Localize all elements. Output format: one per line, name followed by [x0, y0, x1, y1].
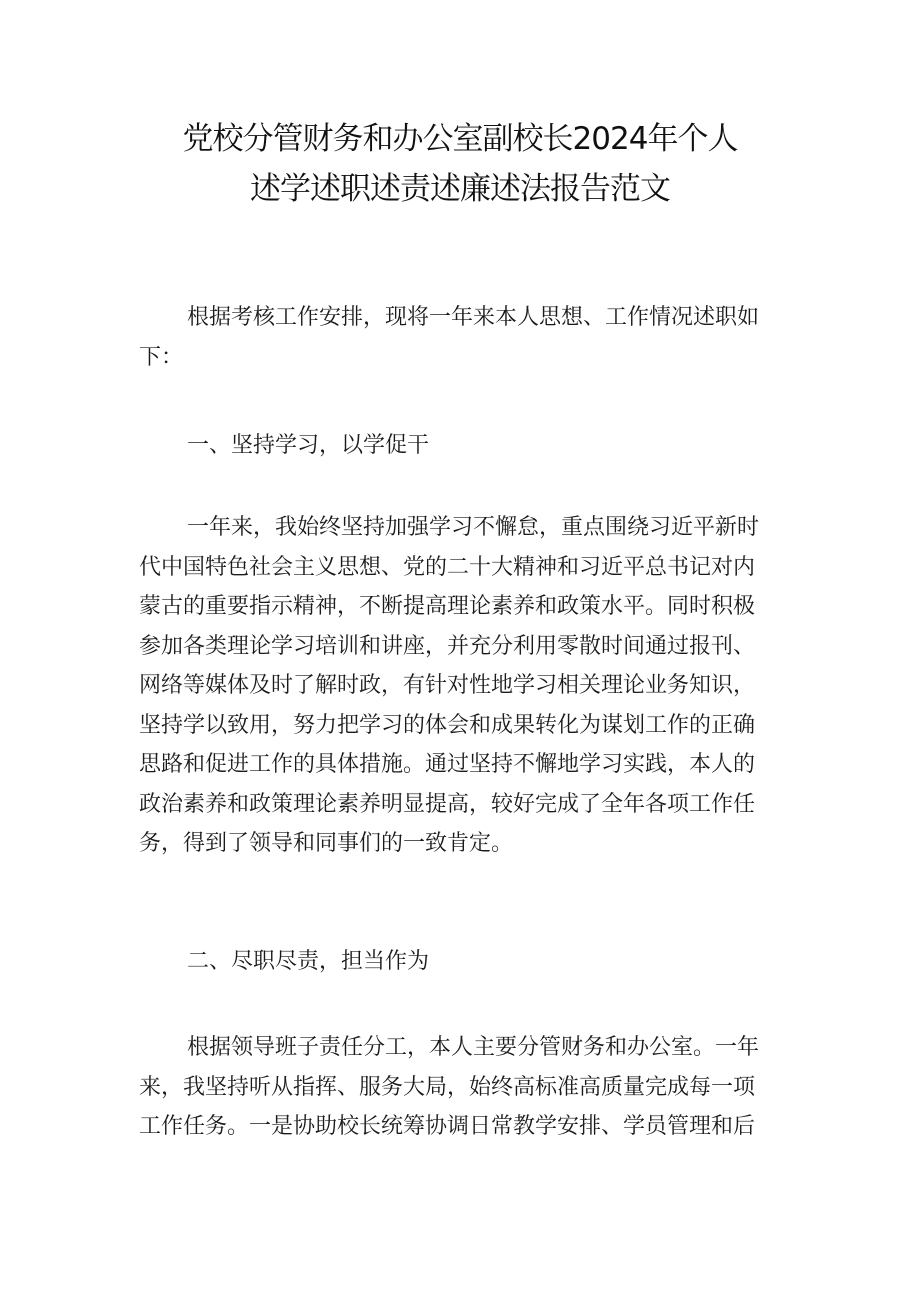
section-heading-1: 一、坚持学习，以学促干: [187, 433, 430, 458]
text-line: 根据领导班子责任分工，本人主要分管财务和办公室。一年: [187, 1035, 760, 1060]
text-line: 思路和促进工作的具体措施。通过坚持不懈地学习实践，本人的: [139, 752, 756, 777]
text-line: 坚持学以致用，努力把学习的体会和成果转化为谋划工作的正确: [139, 712, 756, 738]
text-line: 一年来，我始终坚持加强学习不懈怠，重点围绕习近平新时: [187, 515, 760, 540]
intro-paragraph: [139, 298, 785, 377]
text-line: 政治素养和政策理论素养明显提高，较好完成了全年各项工作任: [139, 791, 756, 817]
text-line: 下：: [139, 344, 184, 370]
text-line: 根据考核工作安排，现将一年来本人思想、工作情况述职如: [187, 305, 760, 330]
text-line: 务，得到了领导和同事们的一致肯定。: [139, 831, 514, 856]
section-heading-2: 二、尽职尽责，担当作为: [187, 949, 430, 974]
document-title: [100, 114, 820, 214]
title-line: 述学述职述责述廉述法报告范文: [250, 171, 670, 207]
section-1-paragraph: [139, 508, 785, 864]
text-line: 蒙古的重要指示精神，不断提高理论素养和政策水平。同时积极: [139, 594, 756, 619]
title-line: 党校分管财务和办公室副校长2024年个人: [182, 121, 738, 157]
section-2-paragraph: [139, 1028, 785, 1147]
text-line: 代中国特色社会主义思想、党的二十大精神和习近平总书记对内: [139, 554, 756, 580]
text-line: 工作任务。一是协助校长统筹协调日常教学安排、学员管理和后: [139, 1114, 756, 1139]
text-line: 网络等媒体及时了解时政，有针对性地学习相关理论业务知识，: [139, 673, 756, 698]
text-line: 来，我坚持听从指挥、服务大局，始终高标准高质量完成每一项: [139, 1074, 756, 1100]
text-line: 参加各类理论学习培训和讲座，并充分利用零散时间通过报刊、: [139, 633, 756, 659]
